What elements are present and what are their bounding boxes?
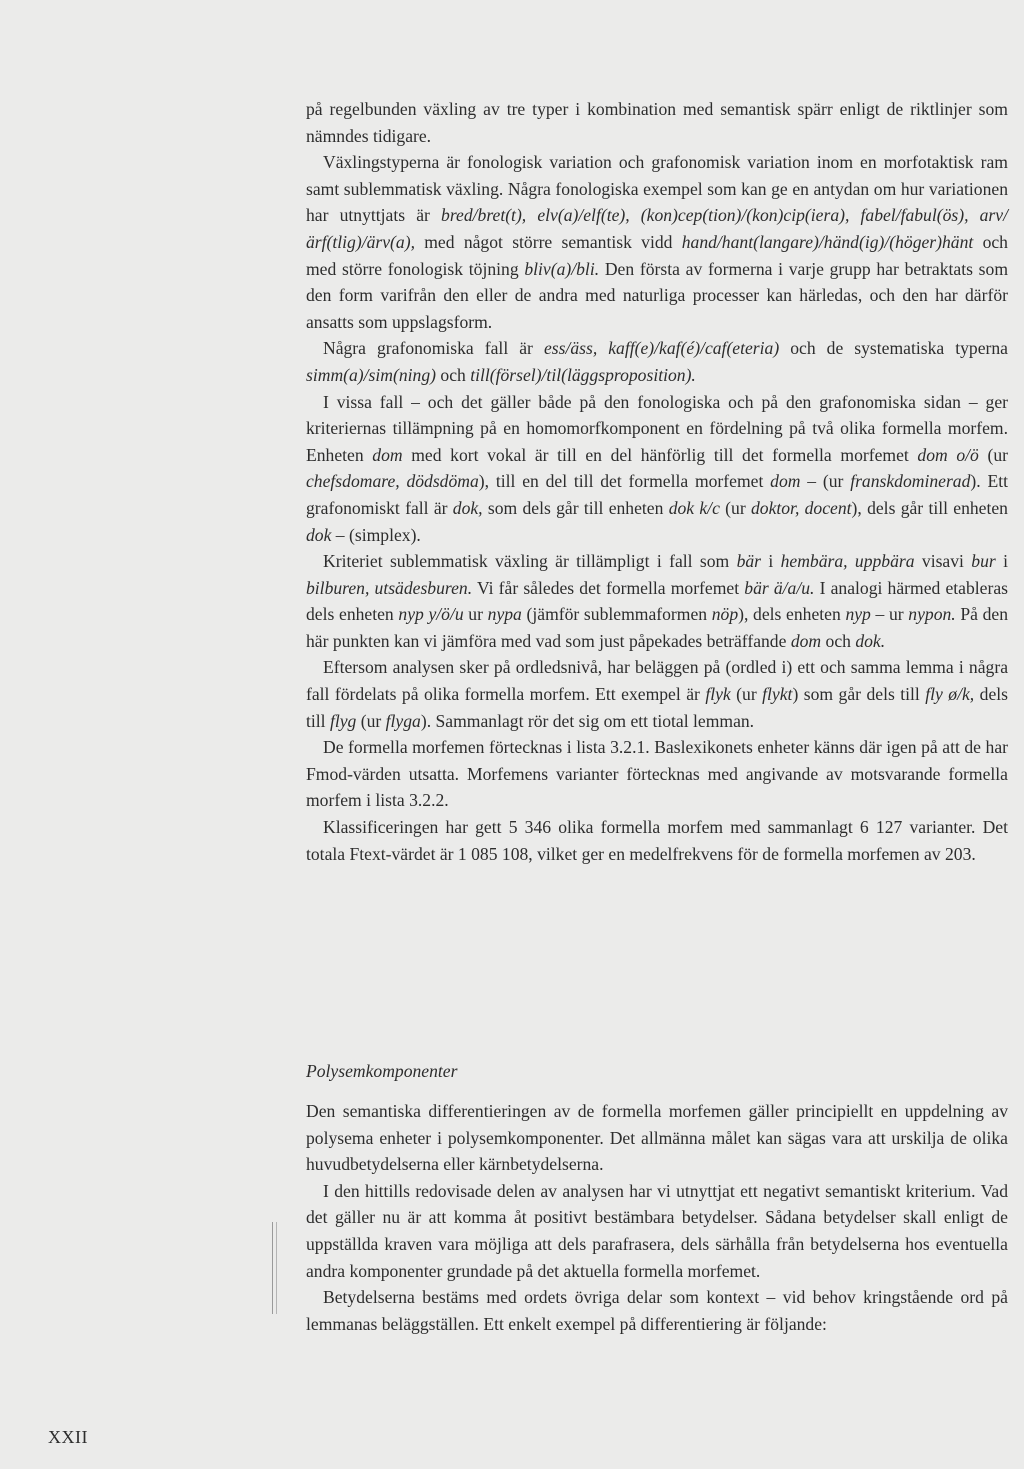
text-run: ), till en del till det formella morfemet xyxy=(478,471,771,492)
text-run: (ur xyxy=(719,497,751,518)
text-run: med kort vokal är till en del hänförlig till det formella morfemet xyxy=(402,444,918,465)
example-forms: dom xyxy=(790,630,822,651)
text-run: med något större semantisk vidd xyxy=(414,231,682,252)
text-run: och med större fonologisk töjning xyxy=(306,231,1008,279)
paragraph xyxy=(306,96,1008,149)
text-run: De formella morfemen förtecknas i lista 3.2.1. Baslexikonets enheter känns där igen på att de har Fmod-värden utsatta. Morfemens varianter förtecknas med angivande av motsvarande formella morfem i lista 3.2.2. xyxy=(306,737,1008,811)
example-forms: flyk xyxy=(705,684,731,705)
paragraph xyxy=(306,654,1008,734)
text-run: Växlingstyperna är fonologisk variation och grafonomisk variation inom en morfotaktisk ram samt sublemmatisk växling. Några fonologiska exempel som kan ge en antydan om hur variationen har utnyttjats är xyxy=(306,152,1008,226)
text-run: I vissa fall – och det gäller både på den fonologiska och på den grafonomiska sidan – ger kriteriernas tillämpning på en homomorfkomponent en fördelning på två olika formella morfem. Enheten xyxy=(306,391,1008,465)
text-run: (ur xyxy=(730,684,763,705)
text-run: (jämför sublemmaformen xyxy=(521,604,712,625)
paragraph xyxy=(306,1098,1008,1178)
text-run: dels till xyxy=(306,684,1008,731)
text-run: ) som går dels till xyxy=(792,684,926,705)
text-run: ), dels går till enheten xyxy=(851,497,1008,518)
example-forms: till(försel)/til(läggsproposition). xyxy=(470,364,696,385)
text-run: Betydelserna bestäms med ordets övriga delar som kontext – vid behov kringstående ord på lemmanas beläggställen. Ett enkelt exempel på differentiering är följande: xyxy=(306,1287,1008,1334)
example-forms: flyga xyxy=(385,710,421,731)
example-forms: dok. xyxy=(855,630,886,651)
body-text-lower xyxy=(306,1098,1008,1337)
example-forms: bur xyxy=(971,551,996,572)
text-run: Den första av formerna i varje grupp har betraktats som den form varifrån den eller de andra med naturliga processer kan härledas, och den har därför ansatts som uppslagsform. xyxy=(306,258,1009,332)
example-forms: dok xyxy=(306,524,332,545)
text-run: ), dels enheten xyxy=(738,604,846,625)
example-forms: bär ä/a/u. xyxy=(744,577,815,598)
example-forms: dom xyxy=(770,471,801,492)
example-forms: nypa xyxy=(487,604,522,625)
text-run: – (simplex). xyxy=(331,524,421,545)
example-forms: fly ø/k, xyxy=(925,684,975,705)
example-forms: bär xyxy=(736,551,762,572)
text-run: Vi får således det formella morfemet xyxy=(472,577,745,598)
paragraph xyxy=(306,814,1008,867)
page-number: XXII xyxy=(48,1427,88,1447)
text-run: ). Sammanlagt rör det sig om ett tiotal lemman. xyxy=(420,710,755,731)
example-forms: hand/hant(langare)/händ(ig)/(höger)hänt xyxy=(681,231,974,252)
paragraph xyxy=(306,335,1008,388)
example-forms: flyg xyxy=(329,710,357,731)
text-run: (ur xyxy=(978,444,1008,465)
text-run: (ur xyxy=(356,710,386,731)
text-run: Kriteriet sublemmatisk växling är tillämpligt i fall som xyxy=(323,551,737,572)
example-forms: nöp xyxy=(711,604,739,625)
text-run: Klassificeringen har gett 5 346 olika formella morfem med sammanlagt 6 127 varianter. Det totala Ftext-värdet är 1 085 108, vilket ger en medelfrekvens för de formella morfemen av 203. xyxy=(306,817,1008,864)
text-run: ). Ett grafonomiskt fall är xyxy=(306,471,1008,518)
example-forms: doktor, docent xyxy=(750,497,852,518)
example-forms: bred/bret(t), elv(a)/elf(te), (kon)cep(tion)/(kon)cip(iera), fabel/fabul(ös), arv/ärf(tlig)/ärv(a), xyxy=(306,205,1008,252)
example-forms: bliv(a)/bli. xyxy=(524,258,600,279)
example-forms: franskdominerad xyxy=(850,471,971,492)
example-forms: bilburen, utsädesburen. xyxy=(306,577,473,598)
example-forms: nyp y/ö/u xyxy=(398,604,464,625)
text-run: i xyxy=(761,551,781,572)
text-run: visavi xyxy=(914,551,972,572)
paragraph xyxy=(306,548,1008,654)
paragraph xyxy=(306,149,1008,335)
text-run: och xyxy=(821,630,856,651)
paragraph xyxy=(306,1284,1008,1337)
paragraph xyxy=(306,734,1008,814)
example-forms: nypon. xyxy=(908,604,956,625)
text-run: Eftersom analysen sker på ordledsnivå, har beläggen på (ordled i) ett och samma lemma i några fall fördelats på olika formella morfem. Ett exempel är xyxy=(306,657,1008,705)
example-forms: dom xyxy=(372,444,403,465)
body-text-upper xyxy=(306,96,1008,867)
section-heading: Polysemkomponenter xyxy=(306,1061,458,1081)
text-run: och de systematiska typerna xyxy=(779,338,1008,359)
text-run: – (ur xyxy=(800,471,851,492)
example-forms: ess/äss, kaff(e)/kaf(é)/caf(eteria) xyxy=(543,338,780,359)
text-run: som dels går till enheten xyxy=(482,497,669,518)
text-run: på regelbunden växling av tre typer i kombination med semantisk spärr enligt de riktlinjer som nämndes tidigare. xyxy=(306,99,1008,146)
example-forms: dok, xyxy=(452,497,483,518)
example-forms: nyp xyxy=(845,604,871,625)
margin-mark xyxy=(272,1222,277,1314)
text-run: – ur xyxy=(870,604,909,625)
text-run: och xyxy=(436,364,471,385)
text-run: I analogi härmed etableras dels enheten xyxy=(306,577,1008,625)
example-forms: flykt xyxy=(762,684,793,705)
text-run: I den hittills redovisade delen av analysen har vi utnyttjat ett negativt semantiskt kriterium. Vad det gäller nu är att komma åt positivt bestämbara betydelser. Sådana betydelser skall enligt de uppställda kraven vara möjliga att dels parafrasera, dels särhålla från betydelserna hos eventuella andra komponenter grundade på det aktuella formella morfemet. xyxy=(306,1180,1008,1281)
example-forms: dok k/c xyxy=(668,497,720,518)
example-forms: dom o/ö xyxy=(917,444,979,465)
text-run: Några grafonomiska fall är xyxy=(323,338,544,359)
text-run: Den semantiska differentieringen av de formella morfemen gäller principiellt en uppdelning av polysema enheter i polysemkomponenter. Det allmänna målet kan sägas vara att urskilja de olika huvudbetydelserna eller kärnbetydelserna. xyxy=(306,1101,1008,1175)
paragraph xyxy=(306,1178,1008,1284)
example-forms: chefsdomare, dödsdöma xyxy=(306,471,479,492)
paragraph xyxy=(306,389,1008,549)
text-run: i xyxy=(995,551,1008,572)
text-run: ur xyxy=(463,604,488,625)
example-forms: hembära, uppbära xyxy=(780,551,915,572)
example-forms: simm(a)/sim(ning) xyxy=(306,364,436,385)
text-run: På den här punkten kan vi jämföra med vad som just påpekades beträffande xyxy=(306,604,1009,651)
